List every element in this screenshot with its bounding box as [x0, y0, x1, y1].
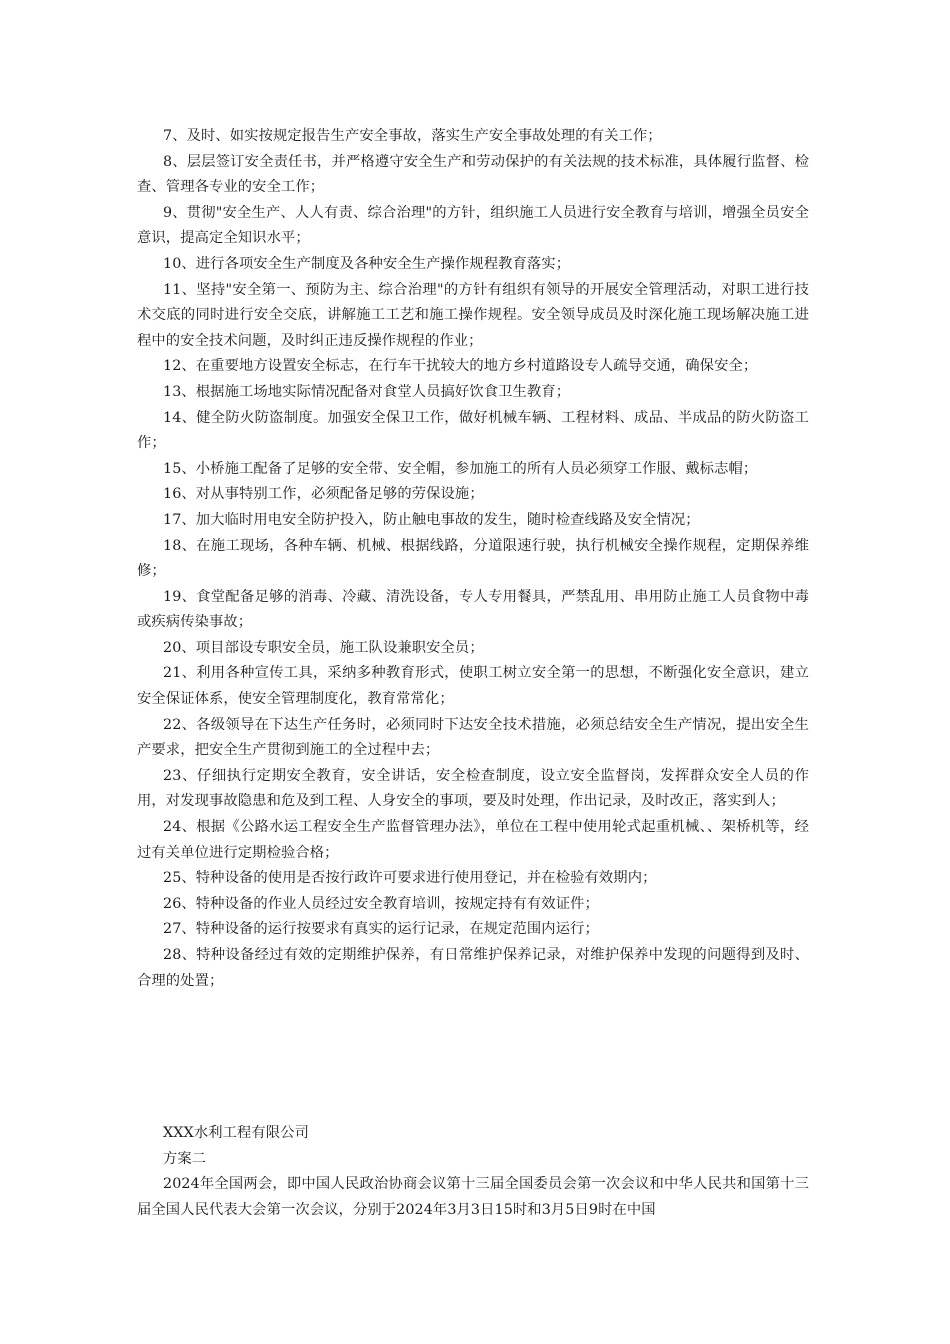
list-item: 11、坚持"安全第一、预防为主、综合治理"的方针有组织有领导的开展安全管理活动，对职工进行技术交底的同时进行安全交底，讲解施工工艺和施工操作规程。安全领导成员及时深化施工现场解决施工进程中的安全技术问题，及时纠正违反操作规程的作业；: [137, 281, 809, 349]
list-item: 27、特种设备的运行按要求有真实的运行记录，在规定范围内运行；: [163, 921, 599, 938]
list-item: 15、小桥施工配备了足够的安全带、安全帽，参加施工的所有人员必须穿工作服、戴标志帽；: [163, 460, 758, 477]
list-item: 20、项目部设专职安全员，施工队设兼职安全员；: [163, 639, 484, 656]
list-item: 26、特种设备的作业人员经过安全教育培训，按规定持有有效证件；: [163, 895, 599, 912]
list-item: 7、及时、如实按规定报告生产安全事故，落实生产安全事故处理的有关工作；: [163, 128, 662, 144]
list-item: 25、特种设备的使用是否按行政许可要求进行使用登记，并在检验有效期内；: [163, 870, 657, 887]
list-item: 12、在重要地方设置安全标志，在行车干扰较大的地方乡村道路设专人疏导交通，确保安全；: [163, 358, 758, 375]
list-item: 22、各级领导在下达生产任务时，必须同时下达安全技术措施，必须总结安全生产情况，提出安全生产要求，把安全生产贯彻到施工的全过程中去；: [137, 716, 809, 759]
list-item: 16、对从事特别工作，必须配备足够的劳保设施；: [163, 486, 484, 503]
list-item: 8、层层签订安全责任书，并严格遵守安全生产和劳动保护的有关法规的技术标准，具体履行监督、检查、管理各专业的安全工作；: [137, 153, 809, 196]
list-item: 23、仔细执行定期安全教育，安全讲话，安全检查制度，设立安全监督岗，发挥群众安全人员的作用，对发现事故隐患和危及到工程、人身安全的事项，要及时处理，作出记录，及时改正，落实到人；: [137, 767, 809, 810]
list-item: 13、根据施工场地实际情况配备对食堂人员搞好饮食卫生教育；: [163, 383, 571, 400]
list-item: 17、加大临时用电安全防护投入，防止触电事故的发生，随时检查线路及安全情况；: [163, 511, 700, 528]
intro-paragraph: 2024年全国两会，即中国人民政治协商会议第十三届全国委员会第一次会议和中华人民共和国第十三届全国人民代表大会第一次会议，分别于2024年3月3日15时和3月5日9时在中国: [137, 1176, 809, 1218]
safety-measures-list: [137, 124, 809, 994]
list-item: 21、利用各种宣传工具，采纳多种教育形式，使职工树立安全第一的思想，不断强化安全意识，建立安全保证体系，使安全管理制度化，教育常常化；: [137, 665, 809, 708]
list-item: 24、根据《公路水运工程安全生产监督管理办法》，单位在工程中使用轮式起重机械、、架桥机等，经过有关单位进行定期检验合格；: [137, 819, 809, 861]
company-name: XXX水利工程有限公司: [163, 1125, 310, 1141]
list-item: 19、食堂配备足够的消毒、冷藏、清洗设备，专人专用餐具，严禁乱用、串用防止施工人员食物中毒或疾病传染事故；: [137, 588, 809, 631]
plan-label: 方案二: [163, 1150, 207, 1167]
list-item: 9、贯彻"安全生产、人人有责、综合治理"的方针，组织施工人员进行安全教育与培训，增强全员安全意识，提高定全知识水平；: [137, 204, 809, 247]
list-item: 28、特种设备经过有效的定期维护保养，有日常维护保养记录，对维护保养中发现的问题得到及时、合理的处置；: [137, 947, 809, 989]
list-item: 10、进行各项安全生产制度及各种安全生产操作规程教育落实；: [163, 255, 571, 272]
list-item: 14、健全防火防盗制度。加强安全保卫工作，做好机械车辆、工程材料、成品、半成品的防火防盗工作；: [137, 409, 809, 452]
list-item: 18、在施工现场，各种车辆、机械、根据线路，分道限速行驶，执行机械安全操作规程，定期保养维修；: [137, 537, 809, 580]
plan-two-section: [137, 1121, 809, 1223]
